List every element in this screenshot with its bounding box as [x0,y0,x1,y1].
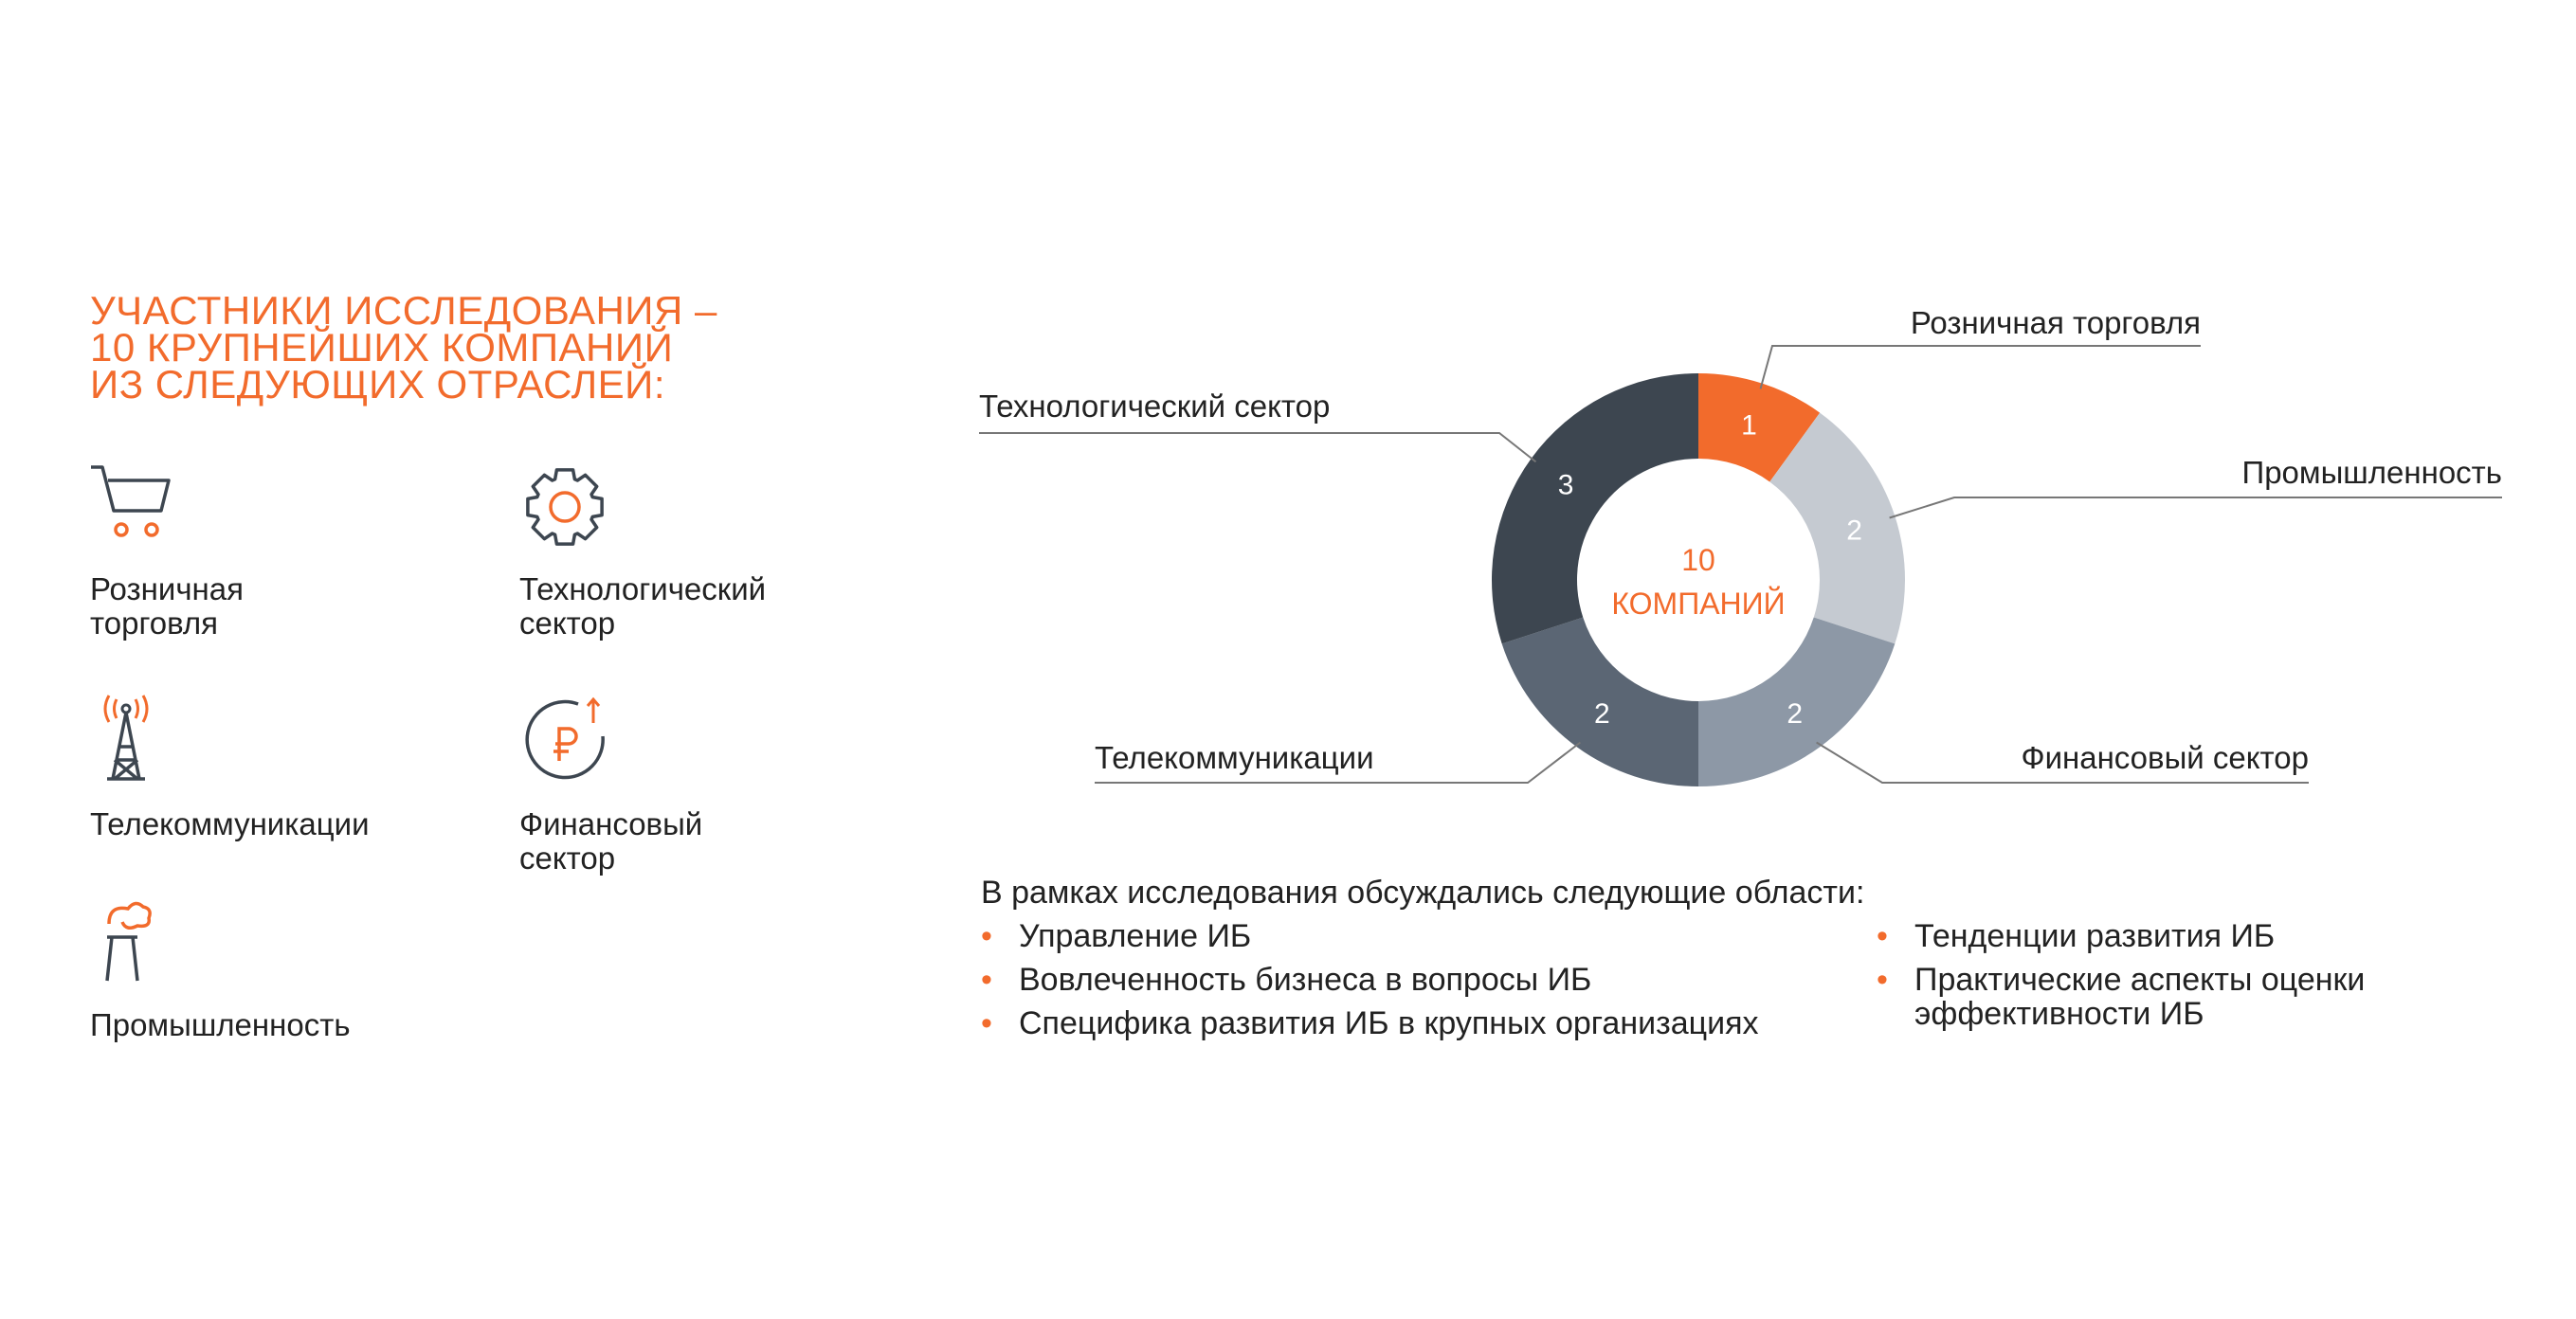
category-label: Розничная торговля [1910,305,2201,340]
area-item-text: Управление ИБ [1019,918,1252,954]
leader-line [979,433,1535,461]
industry-label-telecom: Телекоммуникации [90,806,370,841]
bullet-dot: • [981,962,992,998]
bullet-dot: • [981,1005,992,1041]
slice-value-label: 2 [1846,515,1862,547]
industry-label-industry: Промышленность [90,1007,351,1042]
area-item-text: Практические аспекты оценки эффективности ИБ [1914,962,2366,1032]
title-line-3: ИЗ СЛЕДУЮЩИХ ОТРАСЛЕЙ: [90,362,665,407]
title-line-2: 10 КРУПНЕЙШИХ КОМПАНИЙ [90,325,674,370]
area-item [981,1006,1759,1040]
area-item [981,963,1759,997]
area-item-text: Тенденции развития ИБ [1914,918,2276,954]
slice-value-label: 2 [1593,697,1610,730]
industry-label-retail: Розничная торговля [90,571,244,641]
title-line-1: УЧАСТНИКИ ИССЛЕДОВАНИЯ – [90,288,717,333]
areas-list-right [1877,919,2365,1040]
area-item [1877,919,2365,953]
bullet-dot: • [981,918,992,954]
area-item-text: Вовлеченность бизнеса в вопросы ИБ [1019,962,1592,998]
area-item-text: Специфика развития ИБ в крупных организациях [1019,1005,1759,1041]
category-label: Технологический сектор [979,388,1331,424]
bullet-dot: • [1877,962,1888,998]
leader-line [1761,346,2201,388]
leader-line [1890,497,2502,517]
industry-label-tech: Технологический сектор [519,571,767,641]
bullet-dot: • [1877,918,1888,954]
slice-value-label: 1 [1741,409,1757,442]
chart-center-count: 10 [1681,543,1715,577]
area-item [981,919,1759,953]
industry-label-finance: Финансовый сектор [519,806,703,876]
areas-list-left [981,919,1759,1050]
slice-value-label: 2 [1787,697,1804,730]
category-label: Телекоммуникации [1095,740,1374,775]
areas-intro: В рамках исследования обсуждались следующие области: [981,875,1865,911]
category-label: Промышленность [2241,455,2502,490]
category-label: Финансовый сектор [2021,740,2309,775]
chart-center-label: КОМПАНИЙ [1611,587,1786,621]
area-item [1877,963,2365,1031]
slice-value-label: 3 [1557,469,1574,501]
